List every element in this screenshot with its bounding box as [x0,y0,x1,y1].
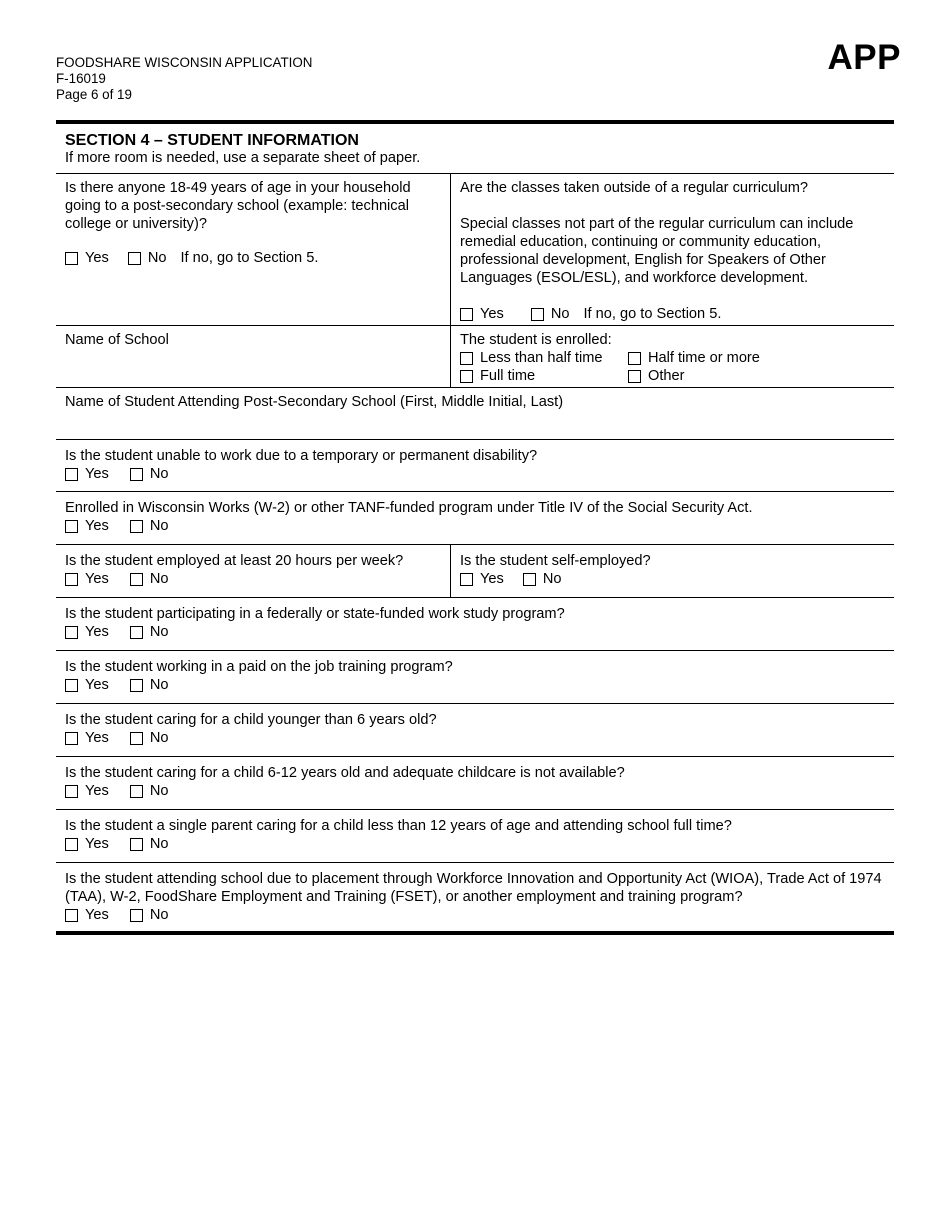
student-name-cell[interactable] [56,388,894,439]
row-post-secondary [56,174,894,326]
placement-question: Is the student attending school due to placement through Workforce Innovation and Opportunity Act (WIOA), Trade Act of 1974 (TAA), W-2, FoodShare Employment and Training (FSET), or another employment and training program? [65,871,882,905]
child-6-12-question: Is the student caring for a child 6-12 years old and adequate childcare is not available? [65,765,625,781]
child-under-6-cell [56,704,894,756]
page-number: Page 6 of 19 [56,87,132,102]
employed-cell [56,545,451,597]
section-note: If more room is needed, use a separate sheet of paper. [65,150,421,166]
row-w2 [56,492,894,545]
child-6-12-cell [56,757,894,809]
form-header [56,55,312,103]
full-time-checkbox[interactable] [460,370,473,383]
employed-yes-checkbox[interactable] [65,573,78,586]
post-secondary-no-checkbox[interactable] [128,252,141,265]
single-parent-cell [56,810,894,862]
student-name-label: Name of Student Attending Post-Secondary School (First, Middle Initial, Last) [65,394,564,410]
work-study-question: Is the student participating in a federally or state-funded work study program? [65,606,565,622]
yes-label: Yes [85,466,109,482]
self-employed-yes-checkbox[interactable] [460,573,473,586]
self-employed-cell [451,545,894,597]
form-number: F-16019 [56,71,106,86]
row-single-parent [56,810,894,863]
placement-yes-checkbox[interactable] [65,909,78,922]
no-label: No [149,836,169,852]
yes-label: Yes [85,907,109,923]
enrollment-label: The student is enrolled: [460,332,612,348]
work-study-no-checkbox[interactable] [130,626,143,639]
row-child-6-12 [56,757,894,810]
disability-question: Is the student unable to work due to a temporary or permanent disability? [65,448,538,464]
job-training-question: Is the student working in a paid on the job training program? [65,659,453,675]
row-work-study [56,598,894,651]
no-label: No [149,907,169,923]
placement-cell [56,863,894,931]
w2-yes-checkbox[interactable] [65,520,78,533]
no-label: No [149,783,169,799]
row-student-name [56,388,894,440]
outside-curriculum-skip-note: If no, go to Section 5. [583,306,722,322]
yes-label: Yes [85,250,109,266]
app-label: APP [827,38,901,77]
post-secondary-yes-checkbox[interactable] [65,252,78,265]
yes-label: Yes [85,730,109,746]
outside-curriculum-question: Are the classes taken outside of a regular curriculum? [460,180,808,196]
post-secondary-options [65,249,441,267]
other-label: Other [648,368,685,384]
outside-curriculum-no-checkbox[interactable] [531,308,544,321]
form-title: FOODSHARE WISCONSIN APPLICATION [56,55,313,70]
self-employed-question: Is the student self-employed? [460,553,651,569]
outside-curriculum-cell [451,174,894,325]
half-time-or-more-label: Half time or more [648,350,760,366]
disability-no-checkbox[interactable] [130,468,143,481]
self-employed-no-checkbox[interactable] [523,573,536,586]
yes-label: Yes [85,571,109,587]
yes-label: Yes [85,783,109,799]
outside-curriculum-detail: Special classes not part of the regular curriculum can include remedial education, continuing or community education, professional development, English for Speakers of Other Languages (ESOL/ESL), and workforce development. [460,216,854,286]
no-label: No [149,571,169,587]
row-child-under-6 [56,704,894,757]
outside-curriculum-yes-checkbox[interactable] [460,308,473,321]
single-parent-yes-checkbox[interactable] [65,838,78,851]
enrollment-options [460,349,885,385]
child-6-12-no-checkbox[interactable] [130,785,143,798]
work-study-yes-checkbox[interactable] [65,626,78,639]
yes-label: Yes [480,571,504,587]
post-secondary-cell [56,174,451,325]
yes-label: Yes [480,306,504,322]
yes-label: Yes [85,677,109,693]
no-label: No [542,571,562,587]
disability-yes-checkbox[interactable] [65,468,78,481]
enrollment-cell [451,326,894,387]
post-secondary-question: Is there anyone 18-49 years of age in your household going to a post-secondary school (example: technical college or university)? [65,180,411,232]
no-label: No [149,730,169,746]
yes-label: Yes [85,518,109,534]
yes-label: Yes [85,836,109,852]
no-label: No [149,466,169,482]
w2-cell [56,492,894,544]
full-time-label: Full time [480,368,536,384]
w2-question: Enrolled in Wisconsin Works (W-2) or other TANF-funded program under Title IV of the Social Security Act. [65,500,753,516]
child-under-6-no-checkbox[interactable] [130,732,143,745]
row-job-training [56,651,894,704]
single-parent-no-checkbox[interactable] [130,838,143,851]
no-label: No [149,677,169,693]
section-4-form [56,120,894,935]
row-school [56,326,894,388]
school-name-cell[interactable] [56,326,451,387]
section-header [56,124,894,174]
half-time-or-more-checkbox[interactable] [628,352,641,365]
row-disability [56,440,894,492]
work-study-cell [56,598,894,650]
less-than-half-time-checkbox[interactable] [460,352,473,365]
employed-no-checkbox[interactable] [130,573,143,586]
section-title: SECTION 4 – STUDENT INFORMATION [65,132,359,149]
disability-cell [56,440,894,491]
row-placement [56,863,894,931]
post-secondary-skip-note: If no, go to Section 5. [180,250,319,266]
child-6-12-yes-checkbox[interactable] [65,785,78,798]
job-training-yes-checkbox[interactable] [65,679,78,692]
school-name-label: Name of School [65,332,169,348]
w2-no-checkbox[interactable] [130,520,143,533]
row-employment [56,545,894,598]
child-under-6-yes-checkbox[interactable] [65,732,78,745]
less-than-half-time-label: Less than half time [480,350,603,366]
yes-label: Yes [85,624,109,640]
job-training-cell [56,651,894,703]
single-parent-question: Is the student a single parent caring for a child less than 12 years of age and attending school full time? [65,818,732,834]
placement-no-checkbox[interactable] [130,909,143,922]
job-training-no-checkbox[interactable] [130,679,143,692]
employed-question: Is the student employed at least 20 hours per week? [65,553,404,569]
outside-curriculum-options [460,305,885,323]
other-checkbox[interactable] [628,370,641,383]
child-under-6-question: Is the student caring for a child younger than 6 years old? [65,712,437,728]
no-label: No [147,250,167,266]
no-label: No [149,518,169,534]
no-label: No [550,306,570,322]
no-label: No [149,624,169,640]
